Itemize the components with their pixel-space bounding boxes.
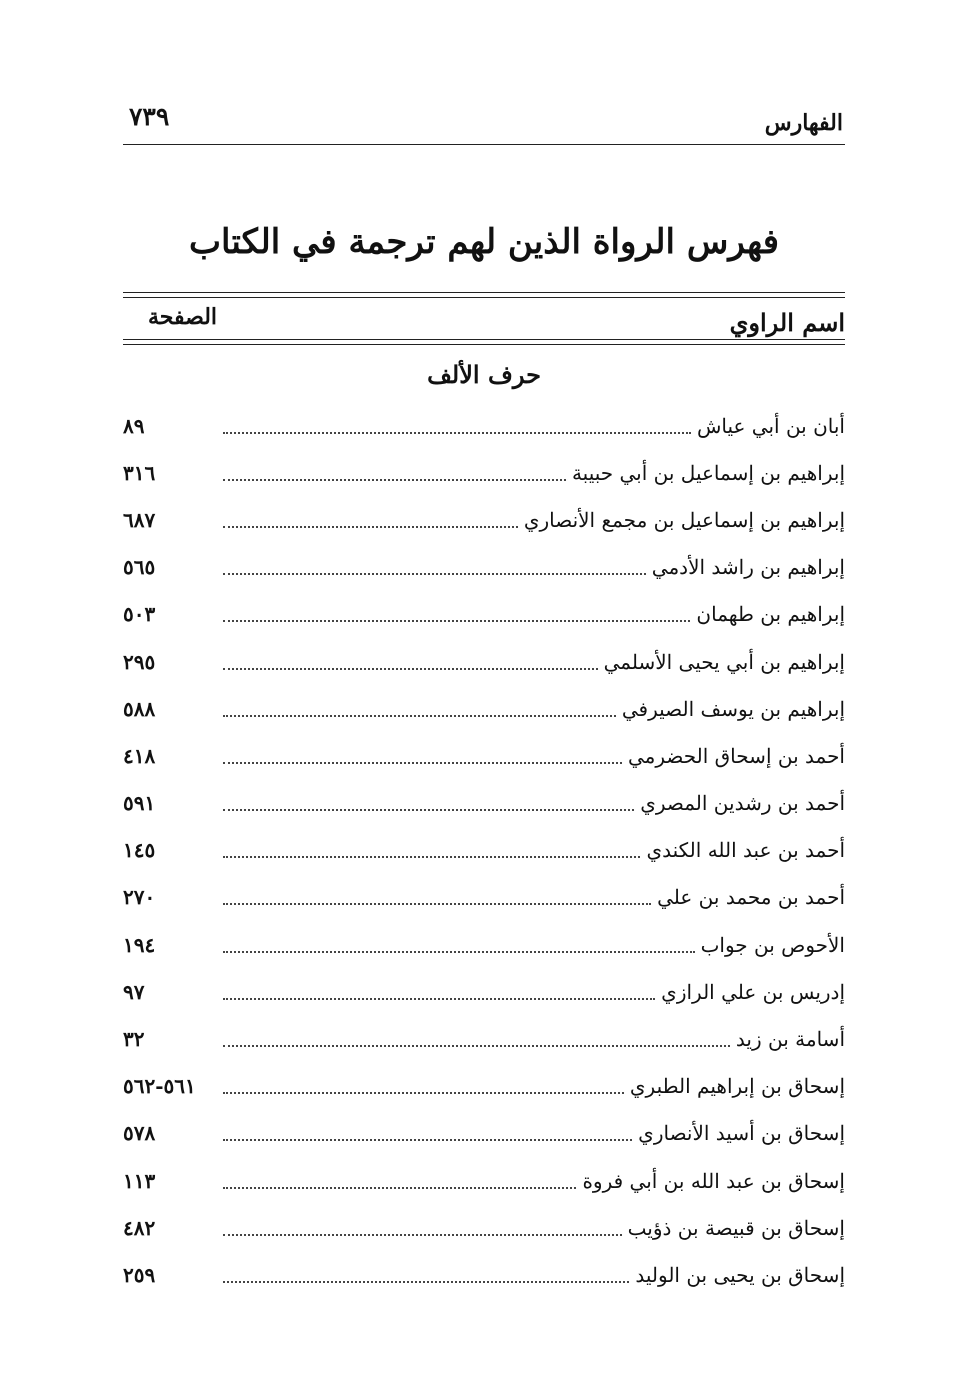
page-reference: ١١٣ [123, 1168, 156, 1193]
index-entry [123, 638, 845, 685]
dot-leader [223, 856, 640, 858]
letter-heading: حرف الألف [427, 360, 541, 389]
index-entry [123, 402, 845, 449]
narrator-name: إسحاق بن عبد الله بن أبي فروة [582, 1168, 845, 1193]
page-reference: ٥٨٨ [123, 696, 156, 721]
index-entry [123, 685, 845, 732]
dot-leader [223, 903, 651, 905]
index-entry [123, 1251, 845, 1298]
page-reference: ٥٩١ [123, 791, 156, 816]
page-reference: ٤١٨ [123, 743, 156, 768]
narrator-name: إسحاق بن إبراهيم الطبري [629, 1074, 845, 1099]
narrator-name: أحمد بن رشدين المصري [640, 791, 845, 816]
page-number: ٧٣٩ [129, 102, 170, 131]
index-entry [123, 780, 845, 827]
index-entry [123, 968, 845, 1015]
index-entry [123, 591, 845, 638]
page-reference: ٣٢ [123, 1027, 145, 1052]
index-entry [123, 827, 845, 874]
index-entry [123, 1063, 845, 1110]
page-reference: ٥٦١-٥٦٢ [123, 1074, 196, 1099]
page-reference: ٥٠٣ [123, 602, 156, 627]
index-entry [123, 874, 845, 921]
index-entry [123, 449, 845, 496]
index-entry [123, 1157, 845, 1204]
index-title: فهرس الرواة الذين لهم ترجمة في الكتاب [188, 222, 780, 262]
narrator-name: إبراهيم بن إسماعيل بن مجمع الأنصاري [523, 507, 845, 532]
narrator-name: أحمد بن إسحاق الحضرمي [627, 743, 845, 768]
index-entry [123, 1110, 845, 1157]
index-entry [123, 496, 845, 543]
page-reference: ٣١٦ [123, 460, 156, 485]
narrator-name: أبان بن أبي عياش [696, 413, 845, 438]
dot-leader [223, 1092, 624, 1094]
narrator-name: إبراهيم بن أبي يحيى الأسلمي [603, 649, 845, 674]
page-reference: ١٩٤ [123, 932, 156, 957]
index-entry [123, 1015, 845, 1062]
page-reference: ١٤٥ [123, 838, 156, 863]
dot-leader [223, 1187, 576, 1189]
index-entry [123, 921, 845, 968]
dot-leader [223, 526, 518, 528]
narrator-name: أحمد بن محمد بن علي [657, 885, 845, 910]
page-reference: ٥٧٨ [123, 1121, 156, 1146]
narrator-name: أحمد بن عبد الله الكندي [646, 838, 845, 863]
column-header-page: الصفحة [148, 304, 218, 330]
index-entry [123, 732, 845, 779]
bottom-double-rule [123, 339, 845, 345]
page-reference: ٨٩ [123, 413, 145, 438]
narrator-name: إبراهيم بن راشد الأدمي [651, 555, 845, 580]
dot-leader [223, 620, 690, 622]
dot-leader [223, 432, 691, 434]
narrator-name: إسحاق بن أسيد الأنصاري [638, 1121, 845, 1146]
narrator-name: إسحاق بن يحيى بن الوليد [635, 1262, 845, 1287]
narrator-name: الأحوص بن جواب [700, 932, 845, 957]
section-title: الفهارس [764, 110, 843, 136]
column-header-name: اسم الراوي [729, 308, 845, 337]
dot-leader [223, 1139, 632, 1141]
narrator-name: أسامة بن زيد [735, 1027, 845, 1052]
page-reference: ٢٩٥ [123, 649, 156, 674]
page-reference: ٥٦٥ [123, 555, 156, 580]
dot-leader [223, 715, 616, 717]
dot-leader [223, 762, 622, 764]
dot-leader [223, 479, 566, 481]
page-reference: ٦٨٧ [123, 507, 156, 532]
dot-leader [223, 1045, 730, 1047]
narrator-index-list [123, 402, 845, 1299]
dot-leader [223, 1234, 622, 1236]
page-reference: ٢٥٩ [123, 1262, 156, 1287]
index-entry [123, 1204, 845, 1251]
narrator-name: إدريس بن علي الرازي [661, 979, 845, 1004]
narrator-name: إبراهيم بن إسماعيل بن أبي حبيبة [571, 460, 845, 485]
dot-leader [223, 668, 598, 670]
dot-leader [223, 951, 695, 953]
top-double-rule [123, 292, 845, 298]
narrator-name: إبراهيم بن يوسف الصيرفي [621, 696, 845, 721]
dot-leader [223, 998, 655, 1000]
dot-leader [223, 809, 634, 811]
dot-leader [223, 1281, 629, 1283]
narrator-name: إبراهيم بن طهمان [696, 602, 845, 627]
page-reference: ٢٧٠ [123, 885, 156, 910]
index-entry [123, 544, 845, 591]
page-reference: ٤٨٢ [123, 1215, 156, 1240]
page-reference: ٩٧ [123, 979, 145, 1004]
running-header [123, 100, 845, 145]
dot-leader [223, 573, 646, 575]
narrator-name: إسحاق بن قبيصة بن ذؤيب [627, 1215, 845, 1240]
